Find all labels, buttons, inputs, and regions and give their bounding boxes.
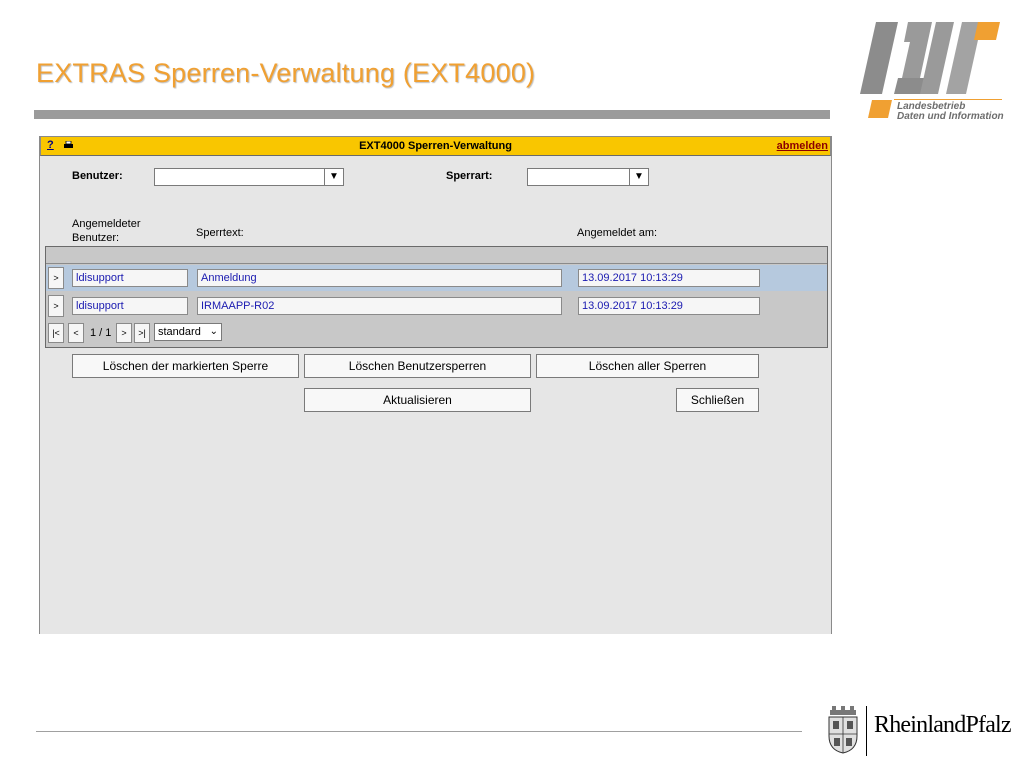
table-header-bar [46, 247, 827, 264]
slide-title: EXTRAS Sperren-Verwaltung (EXT4000) [36, 58, 536, 88]
cell-text: Anmeldung [197, 269, 562, 287]
column-header-user-line1: Angemeldeter [72, 218, 141, 230]
dropdown-arrow-icon[interactable]: ▼ [324, 169, 343, 185]
delete-user-locks-button[interactable]: Löschen Benutzersperren [304, 354, 531, 378]
logo-caption [897, 102, 1004, 122]
lock-type-select[interactable] [527, 168, 649, 186]
refresh-button[interactable]: Aktualisieren [304, 388, 531, 412]
user-filter-select[interactable] [154, 168, 344, 186]
column-header-text: Sperrtext: [196, 227, 244, 239]
view-select-value: standard [158, 326, 201, 338]
locks-table [45, 246, 828, 348]
last-page-button[interactable]: >| [134, 323, 150, 343]
logo-caption-line1: Landesbetrieb [897, 101, 966, 112]
row-select-marker[interactable]: > [48, 267, 64, 289]
delete-all-locks-button[interactable]: Löschen aller Sperren [536, 354, 759, 378]
state-crest-icon [826, 706, 860, 754]
cell-text: IRMAAPP-R02 [197, 297, 562, 315]
cell-user: ldisupport [72, 297, 188, 315]
app-window [39, 136, 832, 634]
table-row[interactable] [46, 265, 827, 291]
user-filter-label: Benutzer: [72, 170, 123, 182]
logout-link[interactable]: abmelden [776, 140, 828, 152]
chevron-down-icon: ⌄ [209, 326, 218, 337]
column-header-date: Angemeldet am: [577, 227, 658, 239]
delete-marked-lock-button[interactable]: Löschen der markierten Sperre [72, 354, 299, 378]
cell-user: ldisupport [72, 269, 188, 287]
page-info: 1 / 1 [90, 327, 112, 339]
next-page-button[interactable]: > [116, 323, 132, 343]
app-title: EXT4000 Sperren-Verwaltung [359, 140, 512, 152]
lock-type-label: Sperrart: [446, 170, 493, 182]
footer-brand: RheinlandPfalz [874, 712, 1011, 738]
cell-date: 13.09.2017 10:13:29 [578, 297, 760, 315]
pager [46, 319, 827, 347]
column-header-user-line2: Benutzer: [72, 232, 120, 244]
cell-date: 13.09.2017 10:13:29 [578, 269, 760, 287]
title-underline [34, 110, 830, 119]
footer-divider [36, 731, 802, 732]
row-select-marker[interactable]: > [48, 295, 64, 317]
first-page-button[interactable]: |< [48, 323, 64, 343]
table-row[interactable] [46, 293, 827, 319]
app-header [40, 136, 831, 156]
view-select[interactable] [154, 323, 222, 341]
prev-page-button[interactable]: < [68, 323, 84, 343]
logo-caption-line2: Daten und Information [897, 111, 1004, 122]
help-link[interactable]: ? [47, 139, 54, 151]
close-button[interactable]: Schließen [676, 388, 759, 412]
footer-brand-divider [866, 706, 867, 756]
dropdown-arrow-icon[interactable]: ▼ [629, 169, 648, 185]
